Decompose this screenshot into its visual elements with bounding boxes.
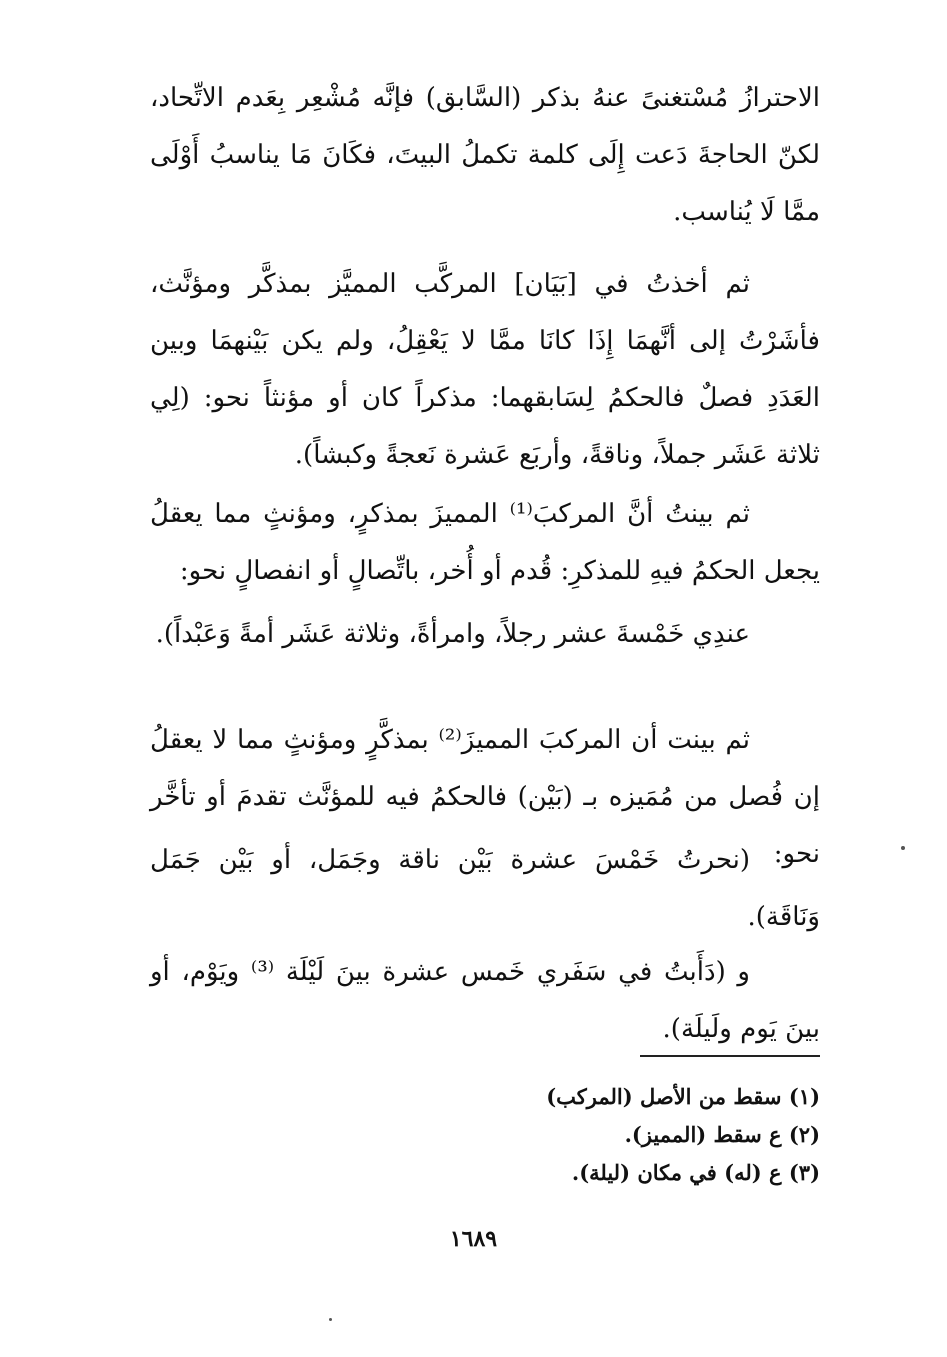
main-text (150, 70, 820, 241)
footnote-2: (٢) ع سقط (المميز). (624, 1122, 820, 1147)
main-text-2 (150, 256, 820, 484)
scan-speck (329, 1318, 332, 1321)
scan-speck (901, 846, 905, 850)
paragraph-6: (نحرتُ خَمْسَ عشرة بَيْن ناقة وجَمَل، أو بَيْن جَمَل وَنَاقَة). (150, 845, 820, 932)
footnote-3: (٣) ع (له) في مكان (ليلة). (571, 1160, 820, 1185)
paragraph-2: ثم أخذتُ في [بَيَان] المركَّب المميَّز بمذكَّر ومؤنَّث، فأشَرْتُ إلى أنَّهمَا إِذَا كانَا ممَّا لا يَعْقِلُ، ولم يكن بَيْنهمَا وبين العَدَدِ فصلٌ فالحكمُ لِسَابقهما: مذكراً كان أو مؤنثاً نحو: (لِي ثلاثة عَشَر جملاً، وناقةً، وأربَع عَشرة نَعجةً وكبشاً). (150, 269, 820, 470)
footnotes (300, 1078, 820, 1192)
main-text-4 (150, 606, 820, 663)
main-text-3 (150, 486, 820, 600)
footnote-1: (١) سقط من الأصل (المركب) (546, 1084, 820, 1109)
paragraph-7: و (دَأَبتُ في سَفَري خَمس عشرة بينَ لَيْلَة ⁽³⁾ ويَوْم، أو بينَ يَوم ولَيلَة). (150, 957, 820, 1044)
paragraph-4: عندِي خَمْسةَ عشر رجلاً، وامرأةً، وثلاثة عَشَر أمةً وَعَبْداً). (155, 619, 750, 649)
footnote-divider (640, 1055, 820, 1057)
main-text-7 (150, 944, 820, 1058)
paragraph-5: ثم بينت أن المركبَ المميزَ⁽²⁾ بمذكَّرٍ ومؤنثٍ مما لا يعقلُ إن فُصل من مُمَيزه بـ (بَيْن) فالحكمُ فيه للمؤنَّث تقدمَ أو تأخَّر نحو: (150, 725, 820, 869)
main-text-6 (150, 832, 820, 946)
paragraph-3: ثم بينتُ أنَّ المركبَ⁽¹⁾ المميزَ بمذكرٍ، ومؤنثٍ مما يعقلُ يجعل الحكمُ فيهِ للمذكرِ: قُدم أو أُخر، باتِّصالٍ أو انفصالٍ نحو: (150, 499, 820, 586)
paragraph-1: الاحترازُ مُسْتغنىً عنهُ بذكر (السَّابق) فإنَّه مُشْعِر بِعَدم الاتِّحاد، لكنّ الحاجةَ دَعت إِلَى كلمة تكملُ البيتَ، فكَانَ مَا يناسبُ أَوْلَى ممَّا لَا يُناسب. (150, 83, 820, 227)
page-number: ١٦٨٩ (449, 1226, 498, 1252)
